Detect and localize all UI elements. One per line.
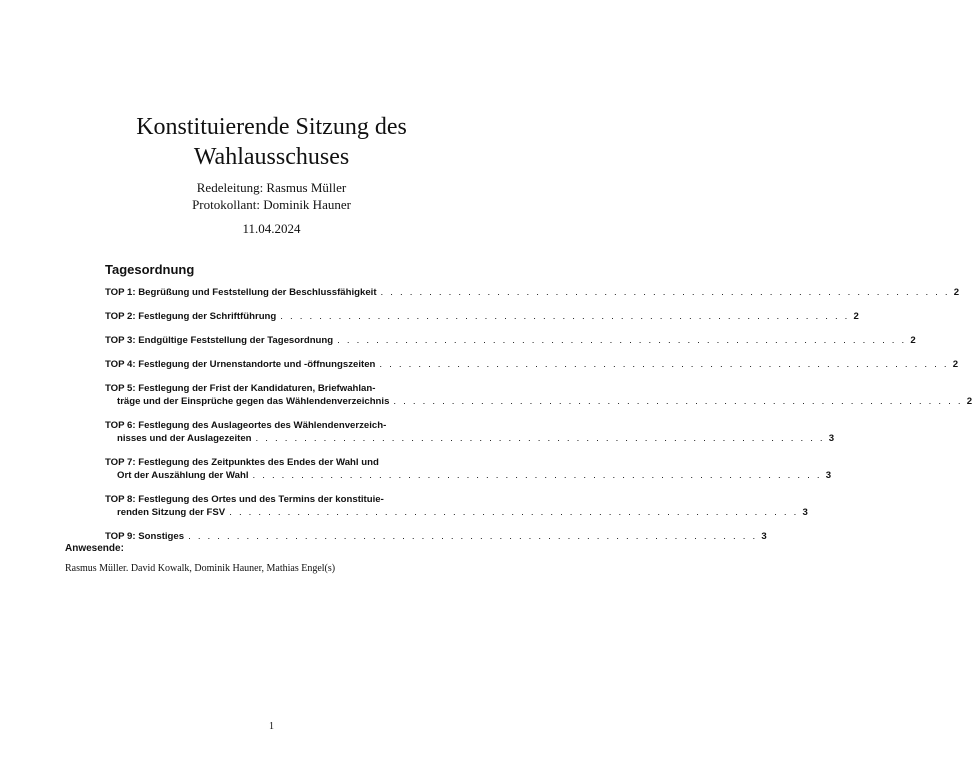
agenda-item-text: TOP 5: Festlegung der Frist der Kandidaturen, Briefwahlan- bbox=[105, 383, 376, 394]
agenda-item[interactable] bbox=[105, 358, 959, 371]
agenda-item-page: 2 bbox=[953, 287, 960, 298]
meeting-date: 11.04.2024 bbox=[242, 221, 301, 236]
agenda-item-text: TOP 7: Festlegung des Zeitpunktes des Endes der Wahl und bbox=[105, 457, 379, 468]
leader-dots: . . . . . . . . . . . . . . . . . . . . . . . . . . . . . . . . . . . . . . . . . . . . . . . . . . . . . . . . . . . bbox=[188, 531, 758, 542]
agenda-item-text-cont: Ort der Auszählung der Wahl bbox=[117, 470, 249, 481]
agenda-item-text: TOP 1: Begrüßung und Feststellung der Beschlussfähigkeit bbox=[105, 287, 377, 298]
agenda-item-text: TOP 6: Festlegung des Auslageortes des Wählendenverzeich- bbox=[105, 420, 387, 431]
agenda-item-page: 2 bbox=[966, 396, 972, 407]
agenda-item[interactable] bbox=[105, 456, 832, 482]
agenda-item-page: 3 bbox=[761, 531, 767, 542]
agenda-item-text: TOP 2: Festlegung der Schriftführung bbox=[105, 311, 277, 322]
agenda-item[interactable] bbox=[105, 493, 808, 519]
agenda-list bbox=[105, 286, 972, 554]
agenda-item-text-cont: träge und der Einsprüche gegen das Wählendenverzeichnis bbox=[117, 396, 390, 407]
agenda-item-page: 2 bbox=[910, 335, 916, 346]
agenda-item-page: 3 bbox=[825, 470, 832, 481]
agenda-item[interactable] bbox=[105, 530, 767, 543]
leader-dots: . . . . . . . . . . . . . . . . . . . . . . . . . . . . . . . . . . . . . . . . . . . . . . . . . . . . . . . . . . . bbox=[255, 433, 825, 444]
agenda-item[interactable] bbox=[105, 310, 859, 323]
attendance-heading: Anwesende: bbox=[65, 543, 124, 554]
leader-dots: . . . . . . . . . . . . . . . . . . . . . . . . . . . . . . . . . . . . . . . . . . . . . . . . . . . . . . . . . . . bbox=[229, 507, 799, 518]
leader-dots: . . . . . . . . . . . . . . . . . . . . . . . . . . . . . . . . . . . . . . . . . . . . . . . . . . . . . . . . . . . bbox=[280, 311, 850, 322]
agenda-item-text: TOP 8: Festlegung des Ortes und des Termins der konstituie- bbox=[105, 494, 384, 505]
leader-dots: . . . . . . . . . . . . . . . . . . . . . . . . . . . . . . . . . . . . . . . . . . . . . . . . . . . . . . . . . . . bbox=[380, 287, 950, 298]
attendance-names: Rasmus Müller. David Kowalk, Dominik Hauner, Mathias Engel(s) bbox=[65, 563, 336, 574]
agenda-item-page: 3 bbox=[802, 507, 808, 518]
chair-line: Redeleitung: Rasmus Müller bbox=[196, 180, 347, 195]
agenda-item-page: 3 bbox=[828, 433, 835, 444]
agenda-item[interactable] bbox=[105, 419, 835, 445]
agenda-item-text: TOP 4: Festlegung der Urnenstandorte und -öffnungszeiten bbox=[105, 359, 376, 370]
agenda-item-text: TOP 9: Sonstiges bbox=[105, 531, 185, 542]
title-line-2: Wahlausschuses bbox=[193, 144, 350, 170]
title-line-1: Konstituierende Sitzung des bbox=[136, 114, 407, 140]
agenda-item[interactable] bbox=[105, 286, 960, 299]
agenda-item-text-cont: nisses und der Auslagezeiten bbox=[117, 433, 252, 444]
leader-dots: . . . . . . . . . . . . . . . . . . . . . . . . . . . . . . . . . . . . . . . . . . . . . . . . . . . . . . . . . . . bbox=[379, 359, 949, 370]
agenda-item-page: 2 bbox=[853, 311, 859, 322]
leader-dots: . . . . . . . . . . . . . . . . . . . . . . . . . . . . . . . . . . . . . . . . . . . . . . . . . . . . . . . . . . . bbox=[252, 470, 822, 481]
agenda-item-page: 2 bbox=[952, 359, 959, 370]
leader-dots: . . . . . . . . . . . . . . . . . . . . . . . . . . . . . . . . . . . . . . . . . . . . . . . . . . . . . . . . . . . bbox=[337, 335, 907, 346]
document-title bbox=[0, 112, 543, 172]
minutes-taker-line: Protokollant: Dominik Hauner bbox=[192, 197, 351, 212]
agenda-item[interactable] bbox=[105, 382, 972, 408]
leader-dots: . . . . . . . . . . . . . . . . . . . . . . . . . . . . . . . . . . . . . . . . . . . . . . . . . . . . . . . . . . . bbox=[393, 396, 963, 407]
page-number: 1 bbox=[269, 721, 274, 732]
agenda-item-text: TOP 3: Endgültige Feststellung der Tagesordnung bbox=[105, 335, 334, 346]
agenda-item[interactable] bbox=[105, 334, 916, 347]
agenda-item-text-cont: renden Sitzung der FSV bbox=[117, 507, 226, 518]
agenda-heading: Tagesordnung bbox=[105, 262, 195, 277]
